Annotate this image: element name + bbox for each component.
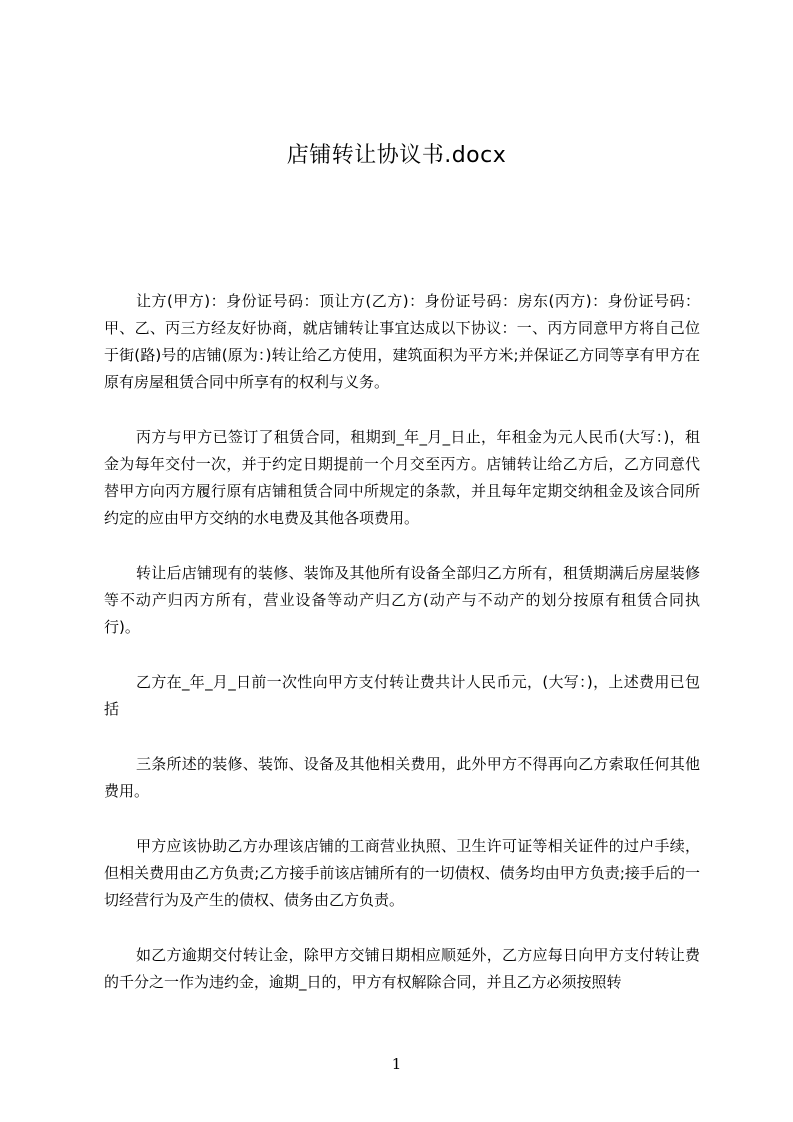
paragraph-3: 转让后店铺现有的装修、装饰及其他所有设备全部归乙方所有，租赁期满后房屋装修等不动产归丙方所有，营业设备等动产归乙方(动产与不动产的划分按原有租赁合同执行)。 <box>104 564 700 636</box>
document-title: 店铺转让协议书.docx <box>286 143 507 168</box>
paragraph-4: 乙方在_年_月_日前一次性向甲方支付转让费共计人民币元，(大写：)，上述费用已包括 <box>104 673 700 718</box>
paragraph-7: 如乙方逾期交付转让金，除甲方交铺日期相应顺延外，乙方应每日向甲方支付转让费的千分之一作为违约金，逾期_日的，甲方有权解除合同，并且乙方必须按照转 <box>104 946 700 991</box>
page-number: 1 <box>391 1055 402 1073</box>
paragraph-2: 丙方与甲方已签订了租赁合同，租期到_年_月_日止，年租金为元人民币(大写：)，租金为每年交付一次，并于约定日期提前一个月交至丙方。店铺转让给乙方后，乙方同意代替甲方向丙方履行原有店铺租赁合同中所规定的条款，并且每年定期交纳租金及该合同所约定的应由甲方交纳的水电费及其他各项费用。 <box>104 428 700 527</box>
paragraph-1: 让方(甲方)：身份证号码：顶让方(乙方)：身份证号码：房东(丙方)：身份证号码：甲、乙、丙三方经友好协商，就店铺转让事宜达成以下协议：一、丙方同意甲方将自己位于街(路)号的店铺(原为：)转让给乙方使用，建筑面积为平方米;并保证乙方同等享有甲方在原有房屋租赁合同中所享有的权利与义务。 <box>104 292 700 391</box>
document-body <box>104 288 700 1024</box>
paragraph-6: 甲方应该协助乙方办理该店铺的工商营业执照、卫生许可证等相关证件的过户手续，但相关费用由乙方负责;乙方接手前该店铺所有的一切债权、债务均由甲方负责;接手后的一切经营行为及产生的债权、债务由乙方负责。 <box>104 837 700 909</box>
paragraph-5: 三条所述的装修、装饰、设备及其他相关费用，此外甲方不得再向乙方索取任何其他费用。 <box>104 755 700 800</box>
